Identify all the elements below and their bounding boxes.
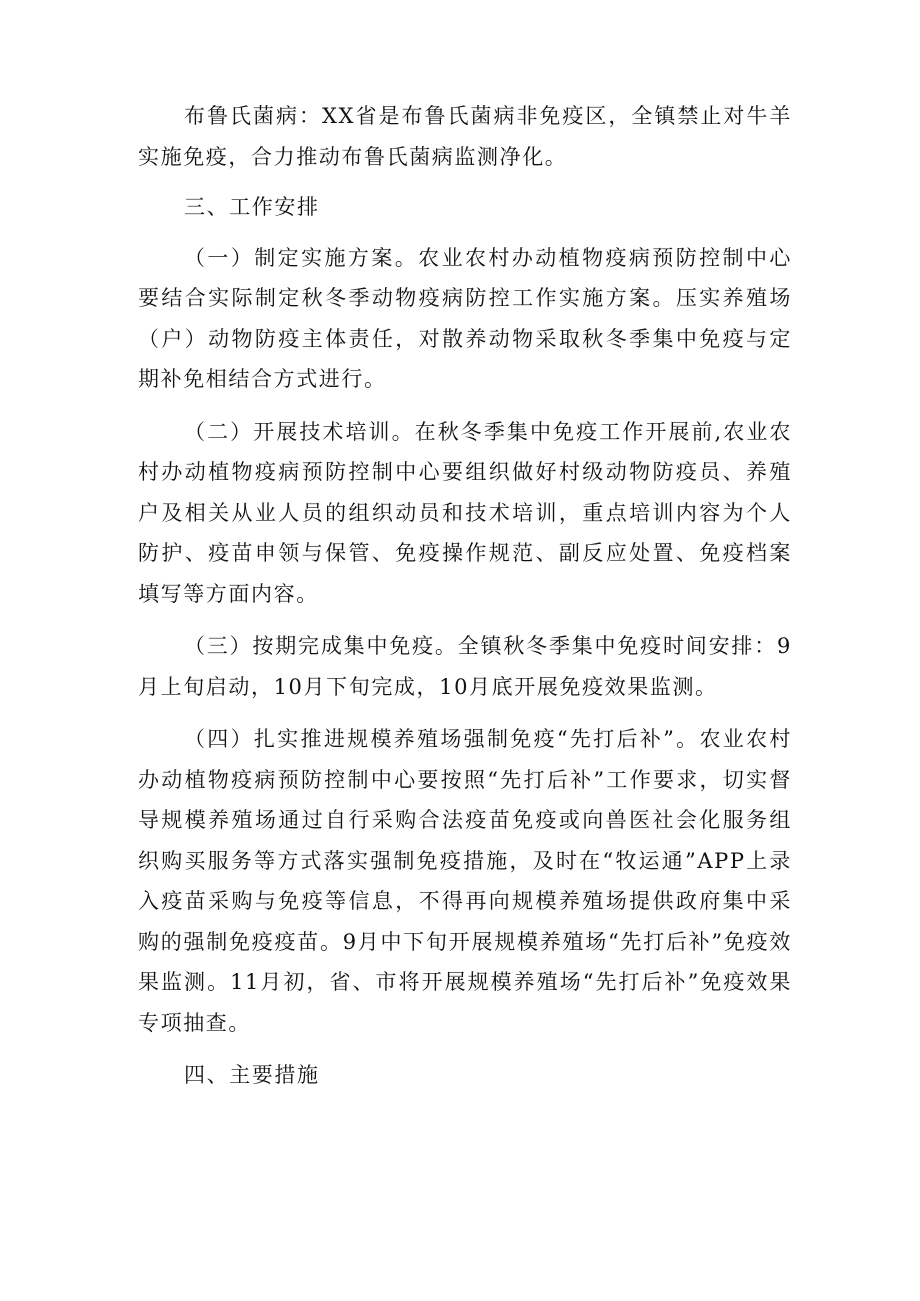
paragraph-vaccinate-first-subsidize-later: （四）扎实推进规模养殖场强制免疫“先打后补”。农业农村办动植物疫病预防控制中心要按照“先打后补”工作要求，切实督导规模养殖场通过自行采购合法疫苗免疫或向兽医社会化服务组织购买服务等方式落实强制免疫措施，及时在“牧运通”APP上录入疫苗采购与免疫等信息，不得再向规模养殖场提供政府集中采购的强制免疫疫苗。9月中下旬开展规模养殖场“先打后补”免疫效果监测。11月初，省、市将开展规模养殖场“先打后补”免疫效果专项抽查。 bbox=[138, 727, 792, 1035]
paragraph-technical-training: （二）开展技术培训。在秋冬季集中免疫工作开展前,农业农村办动植物疫病预防控制中心要组织做好村级动物防疫员、养殖户及相关从业人员的组织动员和技术培训，重点培训内容为个人防护、疫苗申领与保管、免疫操作规范、副反应处置、免疫档案填写等方面内容。 bbox=[138, 419, 792, 606]
section-heading-work-arrangement: 三、工作安排 bbox=[184, 195, 320, 219]
document-page bbox=[138, 96, 792, 1096]
section-heading-main-measures: 四、主要措施 bbox=[184, 1063, 320, 1087]
paragraph-implementation-plan: （一）制定实施方案。农业农村办动植物疫病预防控制中心要结合实际制定秋冬季动物疫病防控工作实施方案。压实养殖场（户）动物防疫主体责任，对散养动物采取秋冬季集中免疫与定期补免相结合方式进行。 bbox=[138, 245, 792, 391]
paragraph-centralized-immunization: （三）按期完成集中免疫。全镇秋冬季集中免疫时间安排：9月上旬启动，10月下旬完成，10月底开展免疫效果监测。 bbox=[138, 634, 792, 699]
paragraph-brucellosis: 布鲁氏菌病：XX省是布鲁氏菌病非免疫区，全镇禁止对牛羊实施免疫，合力推动布鲁氏菌病监测净化。 bbox=[138, 104, 792, 169]
